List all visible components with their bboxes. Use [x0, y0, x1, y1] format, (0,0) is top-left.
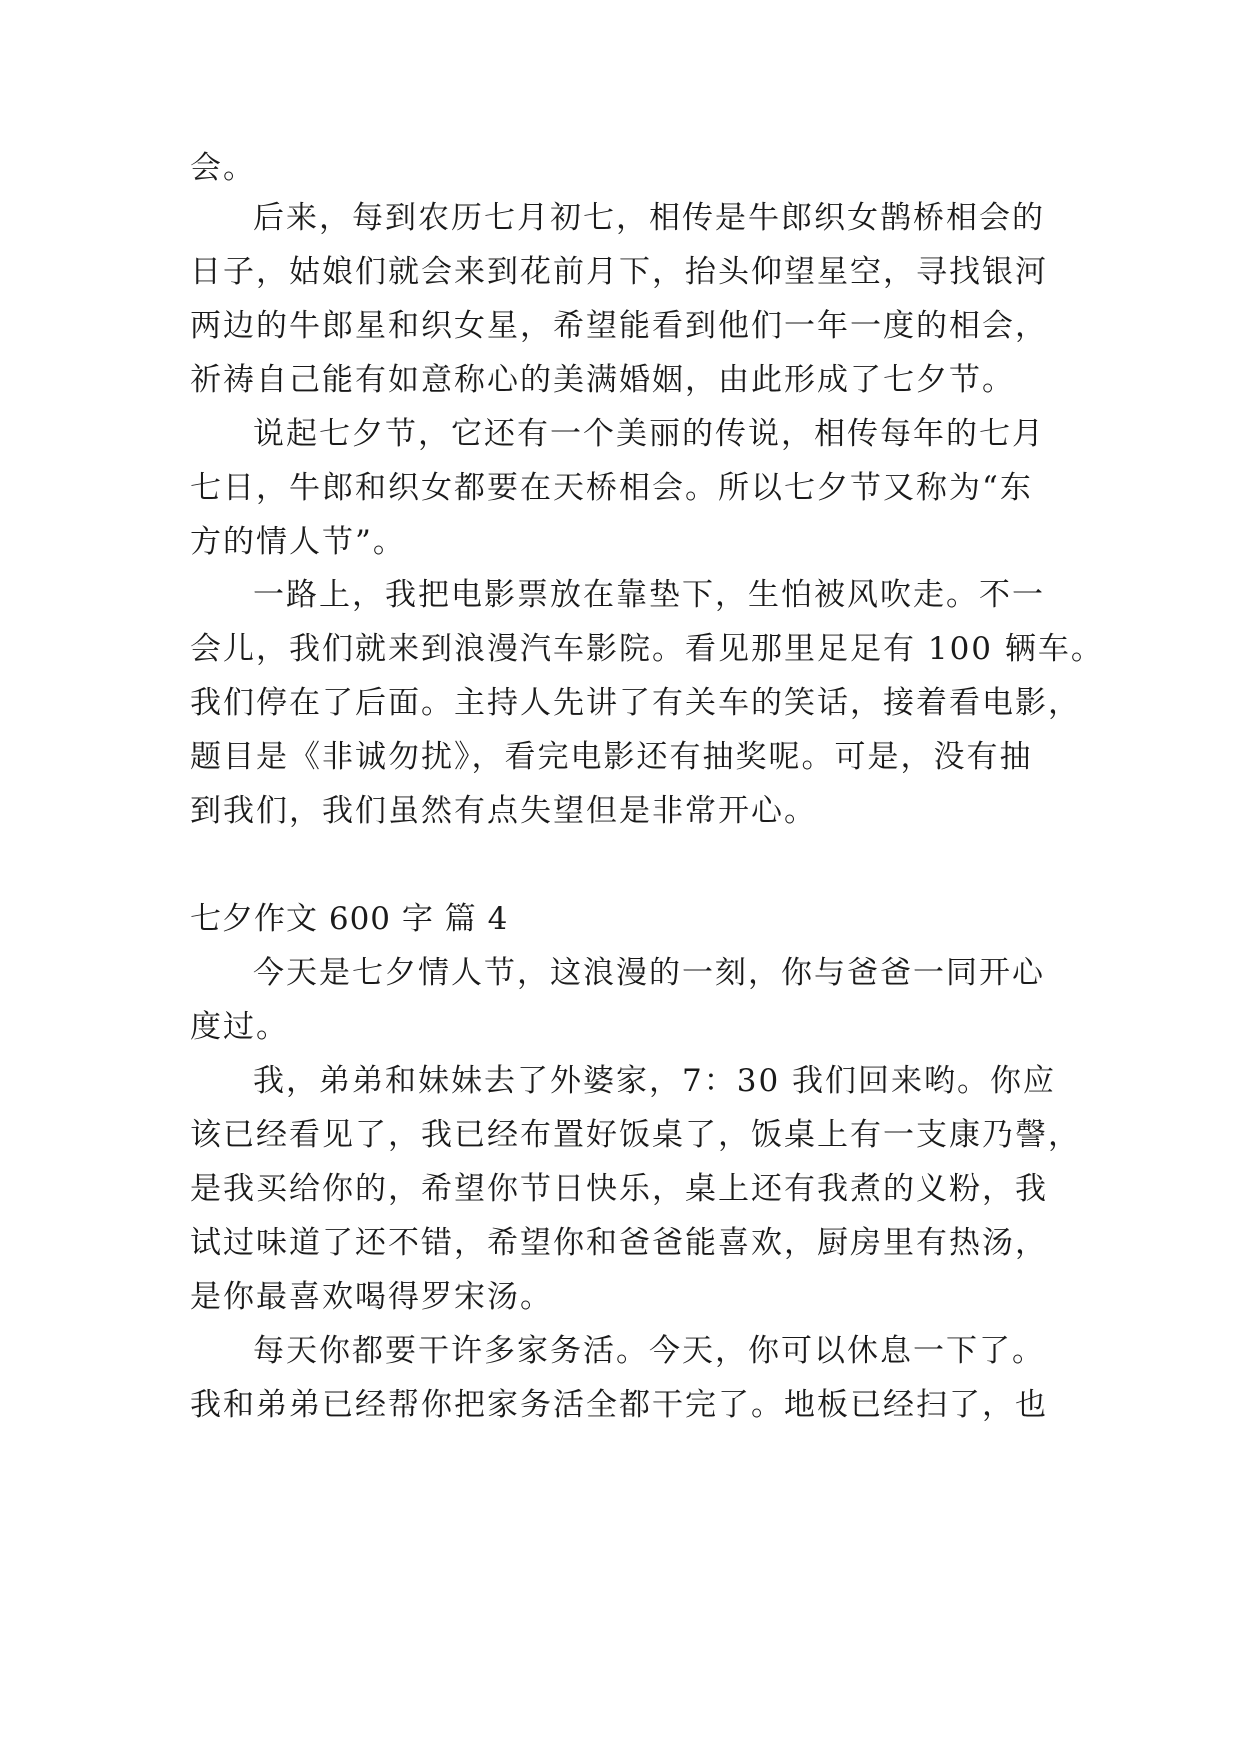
text-line: 七日，牛郎和织女都要在天桥相会。所以七夕节又称为“东 [190, 470, 1033, 506]
text-line: 会儿，我们就来到浪漫汽车影院。看见那里足足有 100 辆车。 [190, 631, 1104, 667]
text-line: 方的情人节”。 [190, 524, 406, 560]
text-line: 是你最喜欢喝得罗宋汤。 [190, 1279, 553, 1315]
text-line: 会。 [190, 150, 256, 186]
text-line: 试过味道了还不错，希望你和爸爸能喜欢，厨房里有热汤， [190, 1225, 1048, 1261]
text-line: 祈祷自己能有如意称心的美满婚姻，由此形成了七夕节。 [190, 362, 1015, 398]
section-heading: 七夕作文 600 字 篇 4 [190, 901, 509, 937]
paragraph-first-line: 一路上，我把电影票放在靠垫下，生怕被风吹走。不一 [253, 577, 1045, 613]
text-line: 该已经看见了，我已经布置好饭桌了，饭桌上有一支康乃謦， [190, 1117, 1081, 1153]
text-line: 题目是《非诚勿扰》，看完电影还有抽奖呢。可是，没有抽 [190, 739, 1033, 775]
text-line: 日子，姑娘们就会来到花前月下，抬头仰望星空，寻找银河 [190, 254, 1048, 290]
text-line: 两边的牛郎星和织女星，希望能看到他们一年一度的相会， [190, 308, 1048, 344]
text-line: 我们停在了后面。主持人先讲了有关车的笑话，接着看电影， [190, 685, 1081, 721]
paragraph-first-line: 今天是七夕情人节，这浪漫的一刻，你与爸爸一同开心 [253, 955, 1045, 991]
text-line: 度过。 [190, 1009, 289, 1045]
paragraph-first-line: 后来，每到农历七月初七，相传是牛郎织女鹊桥相会的 [253, 200, 1045, 236]
paragraph-first-line: 每天你都要干许多家务活。今天，你可以休息一下了。 [253, 1333, 1045, 1369]
text-line: 到我们，我们虽然有点失望但是非常开心。 [190, 793, 817, 829]
text-line: 是我买给你的，希望你节日快乐，桌上还有我煮的义粉，我 [190, 1171, 1048, 1207]
paragraph-first-line: 说起七夕节，它还有一个美丽的传说，相传每年的七月 [253, 416, 1045, 452]
text-line: 我和弟弟已经帮你把家务活全都干完了。地板已经扫了，也 [190, 1387, 1048, 1423]
paragraph-first-line: 我，弟弟和妹妹去了外婆家，7：30 我们回来哟。你应 [253, 1063, 1057, 1099]
